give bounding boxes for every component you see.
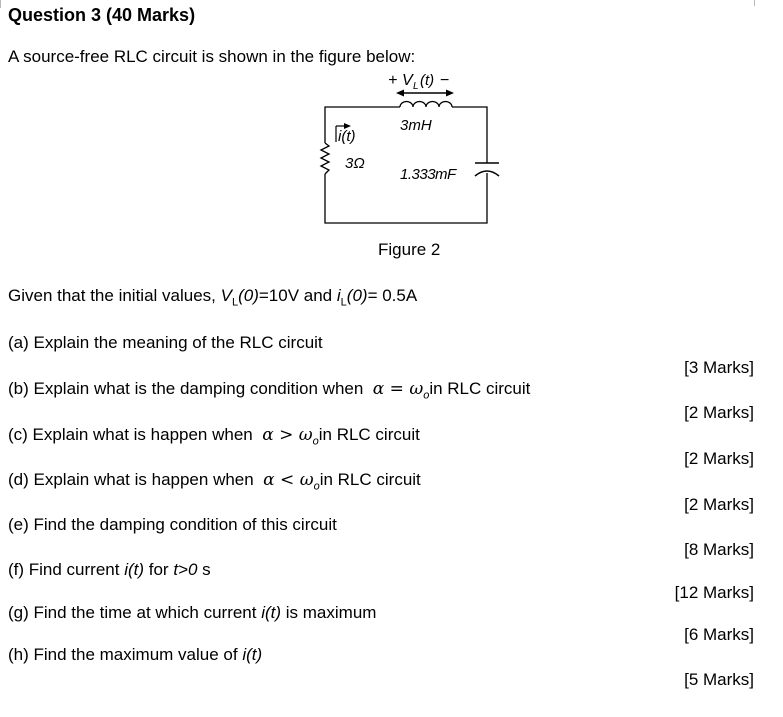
part-g-marks: [6 Marks] <box>684 625 754 644</box>
part-f-current: i(t) <box>124 560 145 579</box>
part-b-math: α = ω <box>372 379 424 399</box>
given-i0-symbol: i <box>336 286 341 305</box>
part-c-marks: [2 Marks] <box>684 449 754 468</box>
current-label: i(t) <box>338 128 356 145</box>
part-c-sub: o <box>312 435 319 448</box>
capacitor-label: 1.333mF <box>400 166 456 183</box>
part-f-time: t>0 <box>173 560 198 579</box>
part-d-tail: in RLC circuit <box>319 470 421 489</box>
frame-edge-right <box>754 0 755 6</box>
part-g-tail: is maximum <box>281 603 377 622</box>
part-d-marks: [2 Marks] <box>684 495 754 514</box>
voltage-label-sub: L <box>413 81 419 92</box>
voltage-label-plus: + <box>388 72 398 89</box>
part-c-tail: in RLC circuit <box>318 425 420 444</box>
part-h-text: (h) Find the maximum value of <box>8 645 243 664</box>
part-a: (a) Explain the meaning of the RLC circuit <box>8 333 323 352</box>
part-h-marks: [5 Marks] <box>684 670 754 689</box>
intro-text: A source-free RLC circuit is shown in the figure below: <box>8 47 416 66</box>
inductor-symbol <box>400 102 452 108</box>
part-g-current: i(t) <box>261 603 282 622</box>
part-f-marks: [12 Marks] <box>674 583 754 602</box>
part-f-tail: s <box>197 560 211 579</box>
part-h <box>8 645 262 665</box>
figure-caption: Figure 2 <box>378 240 441 259</box>
part-b-marks: [2 Marks] <box>684 403 754 422</box>
part-f-text: (f) Find current <box>8 560 125 579</box>
part-d <box>8 470 421 492</box>
question-title: Question 3 (40 Marks) <box>8 5 196 25</box>
resistor-label: 3Ω <box>345 155 365 172</box>
part-h-current: i(t) <box>242 645 263 664</box>
part-f-mid: for <box>144 560 174 579</box>
part-e-marks: [8 Marks] <box>684 540 754 559</box>
part-c-math: α > ω <box>262 425 313 445</box>
given-prefix: Given that the initial values, <box>8 286 221 305</box>
part-d-text: (d) Explain what is happen when <box>8 470 259 489</box>
voltage-label-minus: − <box>440 72 450 89</box>
given-i0-sub: L <box>340 296 347 309</box>
voltage-label-t: (t) <box>420 72 435 89</box>
part-c <box>8 425 420 447</box>
given-i0-arg: (0) <box>346 286 368 305</box>
given-v0-sub: L <box>231 296 239 309</box>
part-g-text: (g) Find the time at which current <box>8 603 262 622</box>
part-a-marks: [3 Marks] <box>684 358 754 377</box>
given-values <box>8 286 417 308</box>
part-b-tail: in RLC circuit <box>429 379 531 398</box>
given-v0-symbol: V <box>220 286 232 305</box>
part-b <box>8 379 530 401</box>
given-v0-value: =10V and <box>258 286 337 305</box>
voltage-double-arrow <box>396 90 454 97</box>
part-g <box>8 603 376 623</box>
part-d-math: α < ω <box>263 470 314 490</box>
part-f <box>8 560 211 580</box>
part-c-text: (c) Explain what is happen when <box>8 425 258 444</box>
part-d-sub: o <box>313 480 320 493</box>
voltage-label-v: V <box>402 72 413 89</box>
part-b-sub: o <box>423 389 430 402</box>
part-b-text: (b) Explain what is the damping condition when <box>8 379 369 398</box>
given-v0-arg: (0) <box>238 286 259 305</box>
resistor-symbol <box>321 143 329 174</box>
part-e: (e) Find the damping condition of this circuit <box>8 515 337 534</box>
rlc-circuit-diagram <box>300 60 520 235</box>
frame-edge-left <box>0 0 1 8</box>
inductor-label: 3mH <box>400 117 432 134</box>
given-i0-value: = 0.5A <box>367 286 418 305</box>
